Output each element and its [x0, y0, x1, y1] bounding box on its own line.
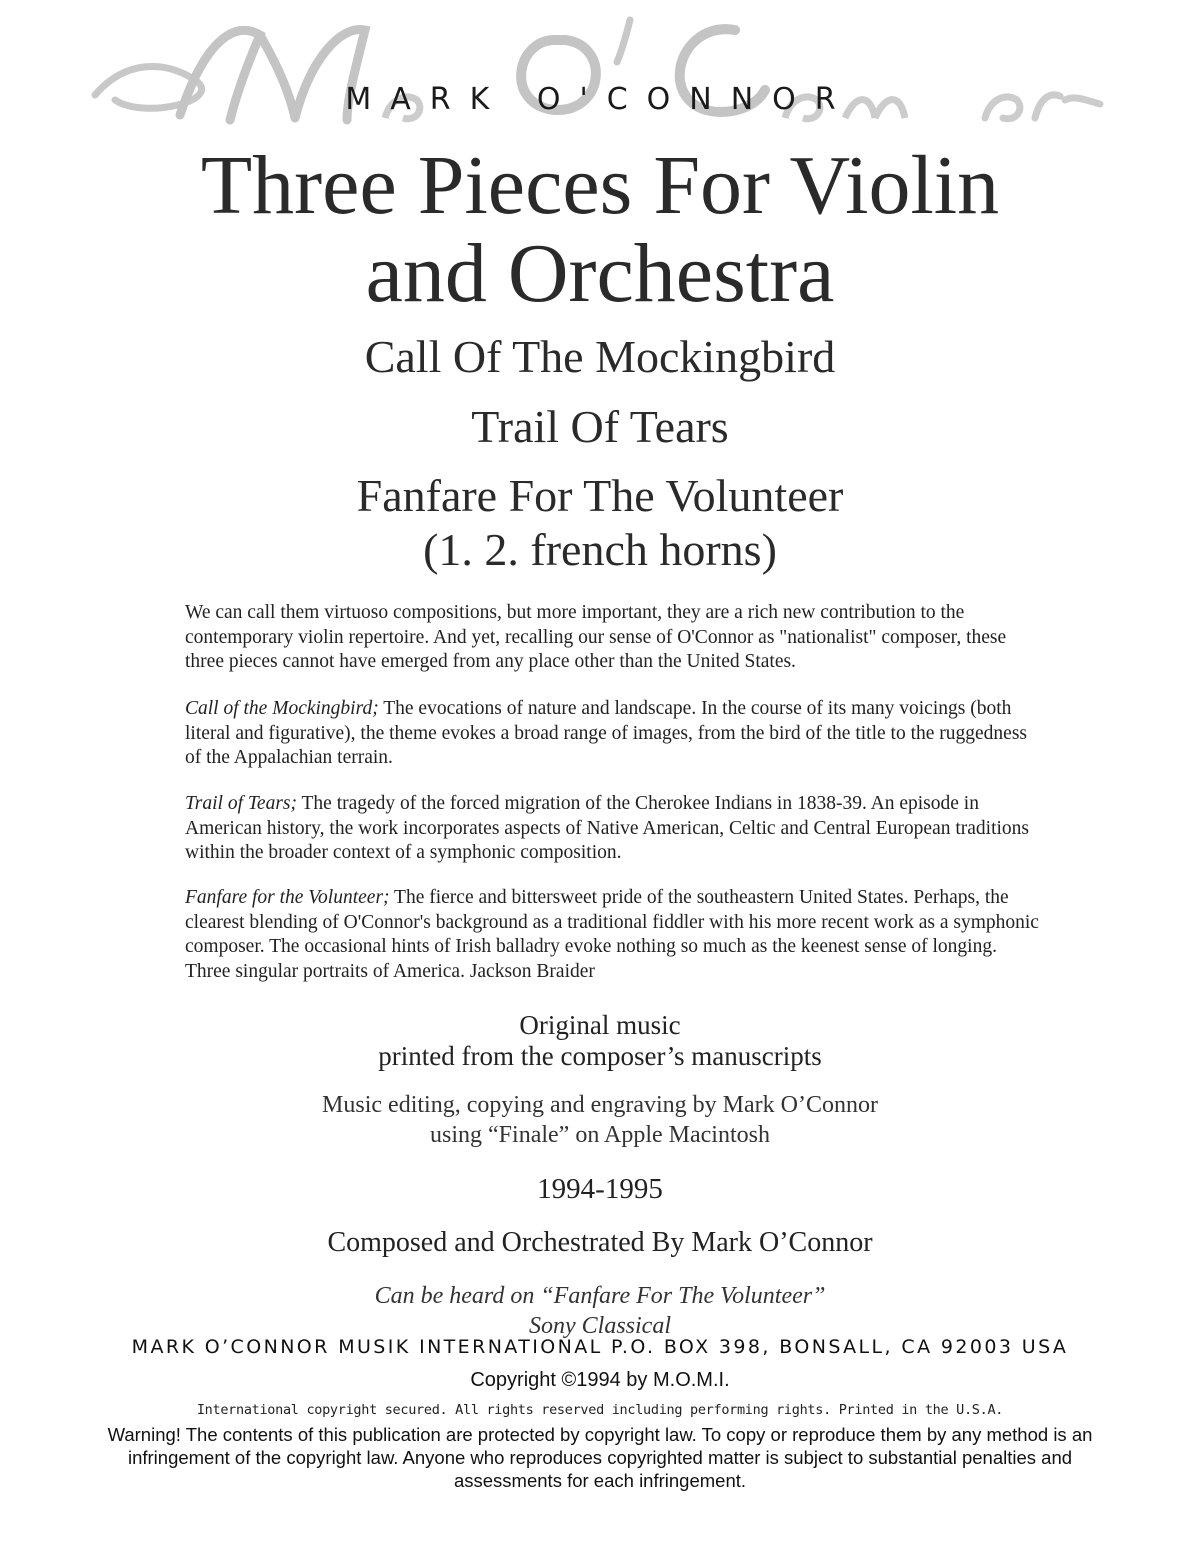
description-title-1: Call of the Mockingbird;: [185, 698, 379, 719]
editing-credit-line-2: using “Finale” on Apple Macintosh: [430, 1122, 770, 1148]
description-text-1: The evocations of nature and landscape. In the course of its many voicings (both literal and figurative), the theme evokes a broad range of images, from the bird of the title to the ruggedness of the Appalachian terrain.: [185, 698, 1028, 768]
recording-note-line-2: Sony Classical: [529, 1313, 671, 1339]
description-text-3: The fierce and bittersweet pride of the southeastern United States. Perhaps, the clearest blending of O'Connor's background as a traditional fiddler with his more recent work as a symphonic composer. The occasional hints of Irish balladry evoke nothing so much as the keenest sense of longing. Three singular portraits of America. Jackson Braider: [185, 887, 1039, 982]
composed-by-credit: Composed and Orchestrated By Mark O’Connor: [327, 1227, 873, 1258]
description-title-2: Trail of Tears;: [185, 793, 297, 814]
copyright-warning: Warning! The contents of this publication are protected by copyright law. To copy or reproduce them by any method is an infringement of the copyright law. Anyone who reproduces copyrighted matter is subject to substantial penalties and assessments for each infringement.: [107, 1424, 1093, 1491]
piece-title-1: Call Of The Mockingbird: [364, 331, 836, 382]
work-title: [0, 139, 1200, 320]
original-music-line-1: Original music: [519, 1010, 681, 1040]
editing-credit-line-1: Music editing, copying and engraving by Mark O’Connor: [322, 1092, 878, 1118]
original-music-line-2: printed from the composer’s manuscripts: [378, 1041, 822, 1071]
description-paragraph-3: [185, 886, 1045, 984]
piece-title-3: Fanfare For The Volunteer: [356, 470, 844, 521]
work-title-line-1: Three Pieces For Violin: [200, 139, 1000, 232]
recording-note-line-1: Can be heard on “Fanfare For The Volunteer”: [374, 1283, 826, 1309]
description-paragraph-2: [185, 792, 1045, 866]
copyright-notice: Copyright ©1994 by M.O.M.I.: [470, 1369, 730, 1391]
piece-title-3-instrumentation: (1. 2. french horns): [423, 524, 777, 575]
description-paragraph-1: [185, 697, 1045, 771]
editing-credit: [0, 1090, 1200, 1150]
recording-note: [0, 1281, 1200, 1341]
composition-years: 1994-1995: [537, 1173, 663, 1205]
intro-paragraph: We can call them virtuoso compositions, but more important, they are a rich new contribution to the contemporary violin repertoire. And yet, recalling our sense of O'Connor as "nationalist" composer, these three pieces cannot have emerged from any place other than the United States.: [185, 602, 1007, 672]
description-text-2: The tragedy of the forced migration of the Cherokee Indians in 1838-39. An episode in American history, the work incorporates aspects of Native American, Celtic and Central European traditions within the broader context of a symphonic composition.: [185, 793, 1030, 863]
rights-statement: International copyright secured. All rights reserved including performing rights. Printed in the U.S.A.: [196, 1402, 1004, 1418]
publisher-address: MARK O’CONNOR MUSIK INTERNATIONAL P.O. BOX 398, BONSALL, CA 92003 USA: [131, 1336, 1069, 1358]
composer-name-banner: MARK O'CONNOR: [345, 82, 855, 117]
description-title-3: Fanfare for the Volunteer;: [185, 887, 390, 908]
composer-signature-watermark: [85, 0, 1105, 140]
work-title-line-2: and Orchestra: [365, 227, 835, 320]
piece-title-2: Trail Of Tears: [471, 401, 729, 452]
original-music-note: [0, 1010, 1200, 1072]
